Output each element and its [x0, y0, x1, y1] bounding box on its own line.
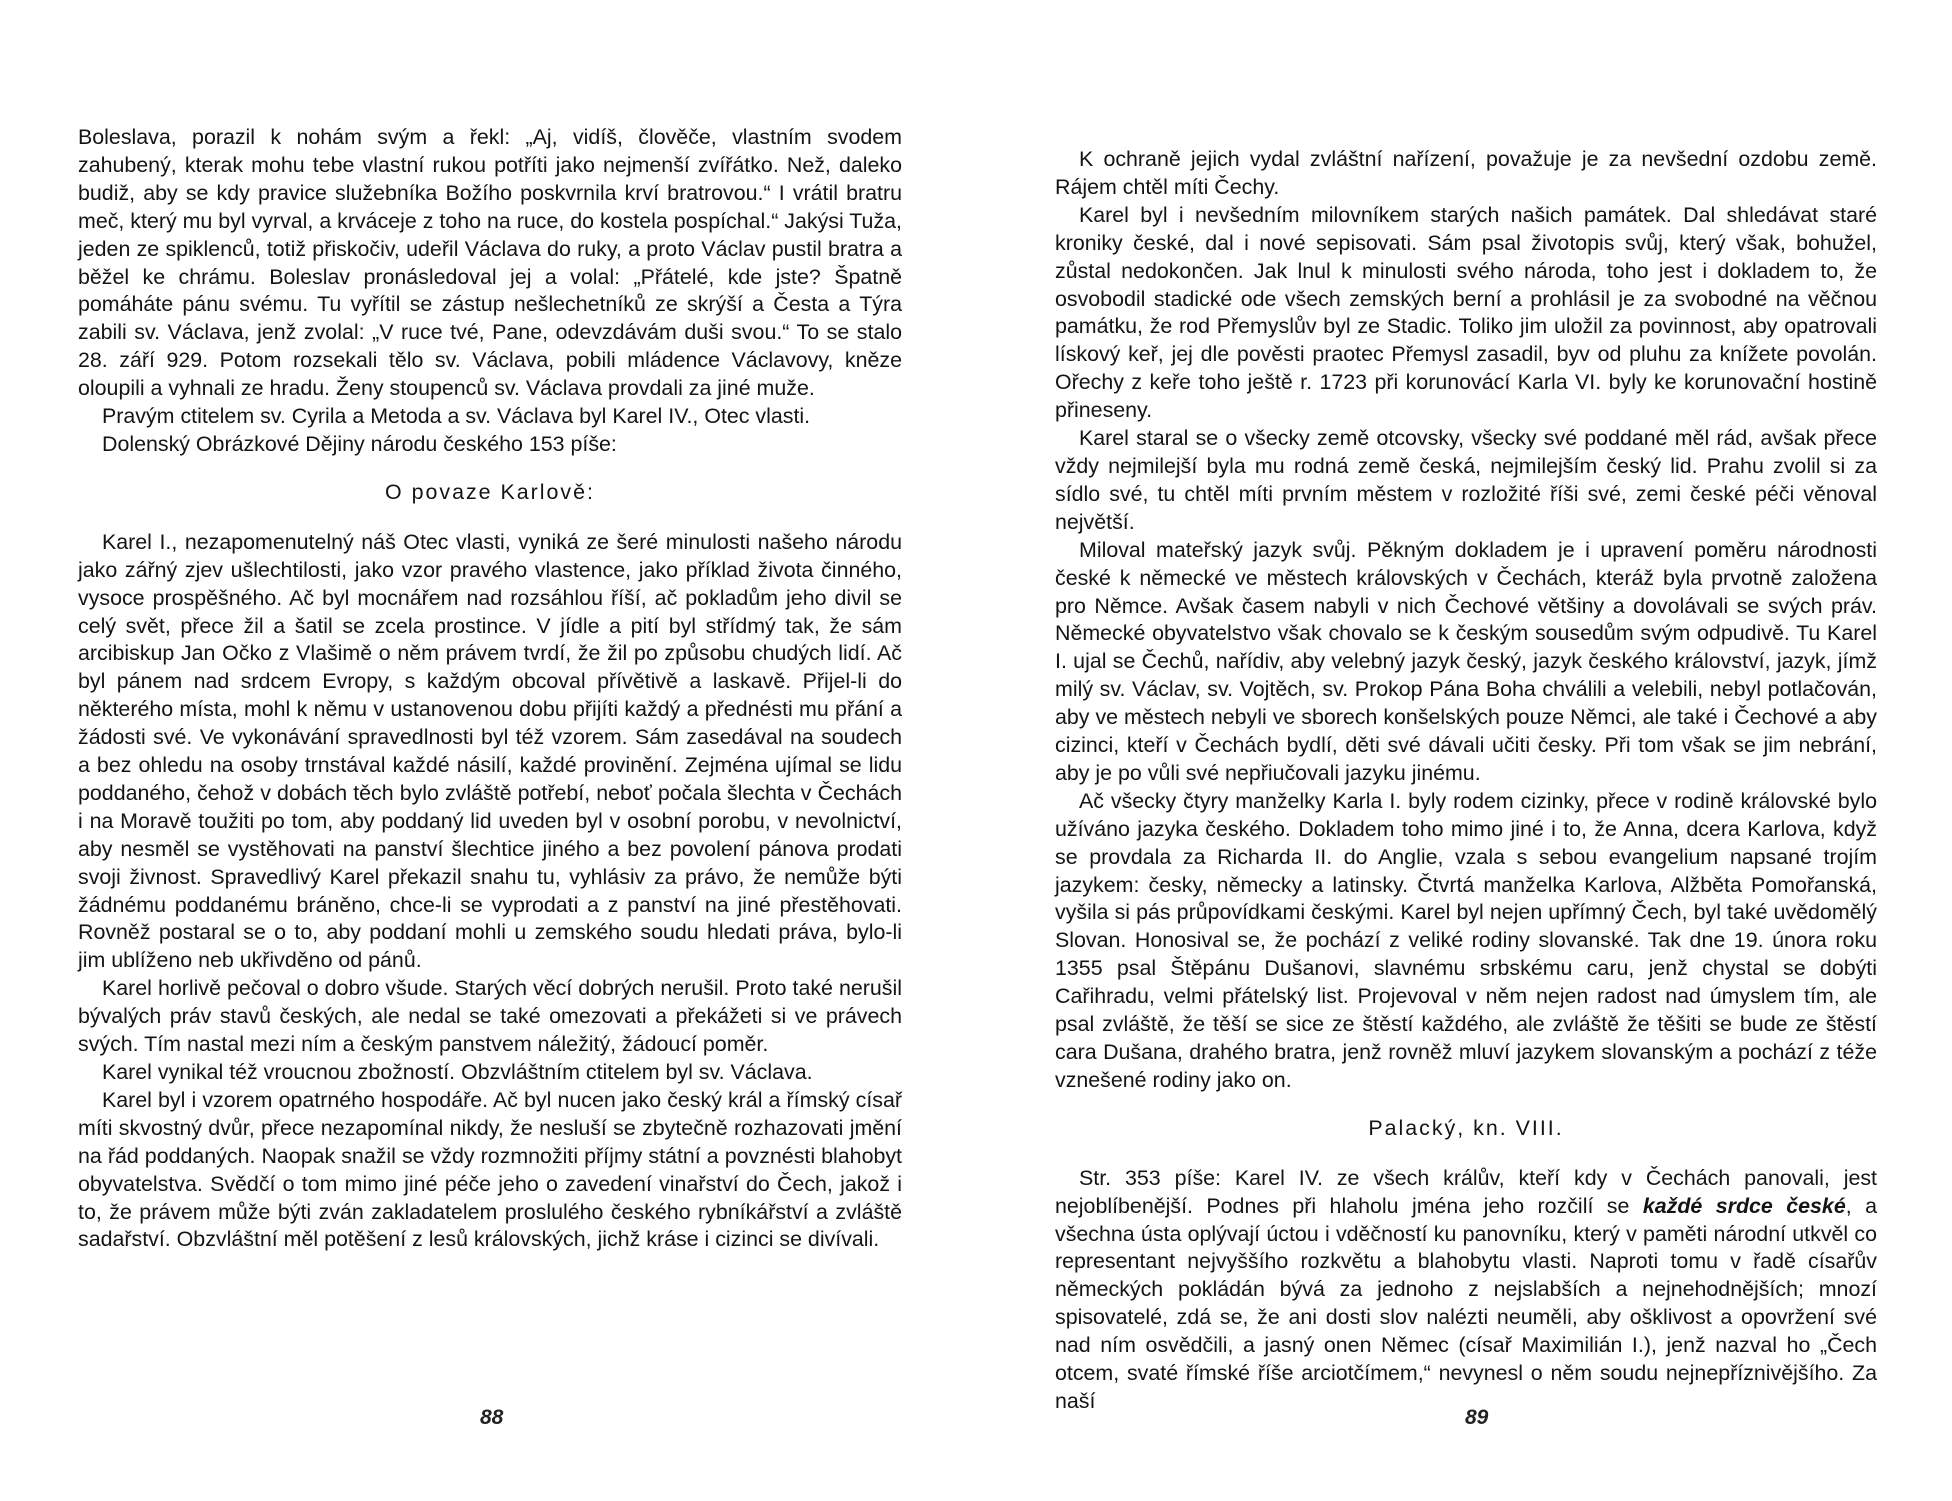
paragraph: Karel byl i vzorem opatrného hospodáře. Ač byl nucen jako český král a římský císař míti skvostný dvůr, přece nezapomínal nikdy, že nesluší se zbytečně rozhazovati jmění na řád poddaných. Naopak snažil se vždy rozmnožiti příjmy státní a povznésti blahobyt obyvatelstva. Svědčí o tom mimo jiné péče jeho o zavedení vinařství do Čech, jakož i to, že právem může býti zván zakladatelem proslulého českého rybníkářství a zvláště sadařství. Obzvláštní měl potěšení z lesů královských, jichž kráse i cizinci se divívali.: [78, 1087, 902, 1252]
paragraph: Karel horlivě pečoval o dobro všude. Starých věcí dobrých nerušil. Proto také nerušil bývalých práv stavů českých, ale nedal se také omezovati a překážeti si ve právech svých. Tím nastal mezi ním a českým panstvem náležitý, žádoucí poměr.: [78, 976, 902, 1057]
right-page: [976, 0, 1952, 1501]
page-number: 89: [1465, 1406, 1489, 1429]
paragraph: K ochraně jejich vydal zvláštní nařízení, považuje je za nevšední ozdobu země. Rájem chtěl míti Čechy.: [1055, 147, 1877, 199]
left-page-text: [78, 124, 902, 1254]
right-page-text: [1055, 146, 1877, 1416]
paragraph: Dolenský Obrázkové Dějiny národu českého 153 píše:: [102, 431, 617, 456]
paragraph: Karel vynikal též vroucnou zbožností. Obzvláštním ctitelem byl sv. Václava.: [102, 1060, 813, 1084]
emphasized-text: každé srdce české: [1642, 1193, 1846, 1218]
paragraph: Boleslava, porazil k nohám svým a řekl: „Aj, vidíš, člověče, vlastním svodem zahubený, kterak mohu tebe vlastní rukou potříti jako nejmenší zvířátko. Než, daleko budiž, aby se kdy pravice služebníka Božího poskvrnila krví bratrovou.“ I vrátil bratru meč, který mu byl vyrval, a krváceje z toho na ruce, do kostela pospíchal.“ Jakýsi Tuža, jeden ze spiklenců, totiž přiskočiv, udeřil Václava do ruky, a proto Václav pustil bratra a běžel ke chrámu. Boleslav pronásledoval jej a volal: „Přátelé, kde jste? Špatně pomáháte pánu svému. Tu vyřítil se zástup nešlechetníků ze skrýší a Česta a Týra zabili sv. Václava, jenž zvolal: „V ruce tvé, Pane, odevzdávám duši svou.“ To se stalo 28. září 929. Potom rozsekali tělo sv. Václava, pobili mládence Václavovy, kněze oloupili a vyhnali ze hradu. Ženy stoupenců sv. Václava provdali za jiné muže.: [78, 125, 902, 401]
paragraph: Ač všecky čtyry manželky Karla I. byly rodem cizinky, přece v rodině královské bylo užíváno jazyka českého. Dokladem toho mimo jiné i to, že Anna, dcera Karlova, když se provdala za Richarda II. do Anglie, vzala s sebou evangelium napsané trojím jazykem: česky, německy a latinsky. Čtvrtá manželka Karlova, Alžběta Pomořanská, vyšila si pás průpovídkami českými. Karel byl nejen upřímný Čech, byl také uvědomělý Slovan. Honosival se, že pochází z veliké rodiny slovanské. Tak dne 19. února roku 1355 psal Štěpánu Dušanovi, slavnému srbskému caru, jenž chystal se dobýti Cařihradu, velmi přátelský list. Projevoval v něm nejen radost nad úmyslem tím, ale psal zvláště, že těší se sice ze štěstí každého, ale zvláště že těšiti se bude ze štěstí cara Dušana, drahého bratra, jenž rovněž mluví jazykem slovanským a pochází z téže vznešené rodiny jako on.: [1055, 788, 1877, 1092]
paragraph: Pravým ctitelem sv. Cyrila a Metoda a sv. Václava byl Karel IV., Otec vlasti.: [102, 404, 811, 429]
paragraph-text: , a všechna ústa oplývají úctou i vděčností ku panovníku, který v paměti národní utkvěl co representant nejvyššího rozkvětu a blahobytu vlasti. Naproti tomu v řadě císařův německých pokládán bývá za jednoho z nejslabších a nejnehodnějších; mnozí spisovatelé, zdá se, že ani dosti slov nalézti neuměli, aby ošklivost a opovržení své nad ním osvědčili, a jasný onen Němec (císař Maximilián I.), jenž nazval ho „Čech otcem, svaté římské říše arciotčímem,“ nevynesl o něm soudu nejnepříznivějšího. Za naší: [1055, 1193, 1877, 1413]
page-number: 88: [480, 1406, 504, 1429]
paragraph: Karel I., nezapomenutelný náš Otec vlasti, vyniká ze šeré minulosti našeho národu jako zářný zjev ušlechtilosti, jako vzor pravého vlastence, jako příklad života činného, vysoce prospěšného. Ač byl mocnářem nad rozsáhlou říší, ač pokladům jeho divil se celý svět, přece žil a šatil se zcela prostince. V jídle a pití byl střídmý tak, že sám arcibiskup Jan Očko z Vlašimě o něm právem tvrdí, že žil po způsobu chudých lidí. Ač byl pánem nad srdcem Evropy, s každým obcoval přívětivě a laskavě. Přijel-li do některého místa, mohl k němu v ustanovenou dobu přijíti každý a přednésti mu přání a žádosti své. Ve vykonávání spravedlnosti byl též vzorem. Sám zasedával na soudech a bez ohledu na osoby trnstával každé násilí, každé provinění. Zejména ujímal se lidu poddaného, čehož v dobách těch bylo zvláště potřebí, neboť počala šlechta v Čechách i na Moravě toužiti po tom, aby poddaný lid uveden byl v osobní porobu, v nevolnictví, aby nesměl se vystěhovati na panství šlechtice jiného a bez povolení pánova prodati svoji živnost. Spravedlivý Karel překazil snahu tu, vyhlásiv za právo, že nemůže býti žádnému poddanému bráněno, chce-li se vyprodati a z panství na jiné přestěhovati. Rovněž postaral se o to, aby poddaní mohli u zemského soudu hledati práva, bylo-li jim ublíženo neb ukřivděno od pánů.: [78, 529, 902, 973]
paragraph: [1055, 1165, 1877, 1416]
paragraph: Karel byl i nevšedním milovníkem starých našich památek. Dal shledávat staré kroniky české, dal i nové sepisovati. Sám psal životopis svůj, který však, bohužel, zůstal nedokončen. Jak lnul k minulosti svého národa, toho jest i dokladem to, že osvobodil stadické ode všech zemských berní a prohlásil je za svobodné na věčnou památku, že rod Přemyslův byl ze Stadic. Toliko jim uložil za povinnost, aby opatrovali lískový keř, jej dle pověsti praotec Přemysl zasadil, byv od pluhu za knížete povolán. Ořechy z keře toho ještě r. 1723 při korunovácí Karla VI. byly ke korunovační hostině přineseny.: [1055, 202, 1877, 423]
section-heading: O povaze Karlově:: [385, 479, 595, 504]
paragraph: Karel staral se o všecky země otcovsky, všecky své poddané měl rád, avšak přece vždy nejmilejší byla mu rodná země česká, nejmilejším český lid. Prahu zvolil si za sídlo své, tu chtěl míti prvním městem v rozložité říši své, zemi české péči věnoval největší.: [1055, 426, 1877, 534]
paragraph-text: Str. 353 píše: Karel IV. ze všech králův, kteří kdy v Čechách panovali, jest nejoblíbenější. Podnes při hlaholu jména jeho rozčilí se: [1055, 1165, 1877, 1218]
section-heading: Palacký, kn. VIII.: [1368, 1115, 1564, 1140]
paragraph: Miloval mateřský jazyk svůj. Pěkným dokladem je i upravení poměru národnosti české k německé ve městech královských v Čechách, kteráž byla prvotně založena pro Němce. Avšak časem nabyli v nich Čechové většiny a dovolávali se svých práv. Německé obyvatelstvo však chovalo se k českým sousedům svým odpudivě. Tu Karel I. ujal se Čechů, nařídiv, aby velebný jazyk český, jazyk českého království, jazyk, jímž milý sv. Václav, sv. Vojtěch, sv. Prokop Pána Boha chválili a velebili, nebyl potlačován, aby ve městech nebyli ve sborech konšelských pouze Němci, ale také i Čechové a aby cizinci, kteří v Čechách bydlí, děti své dávali učiti česky. Při tom však se jim nebrání, aby je po vůli své nepřiučovali jazyku jinému.: [1055, 537, 1877, 785]
